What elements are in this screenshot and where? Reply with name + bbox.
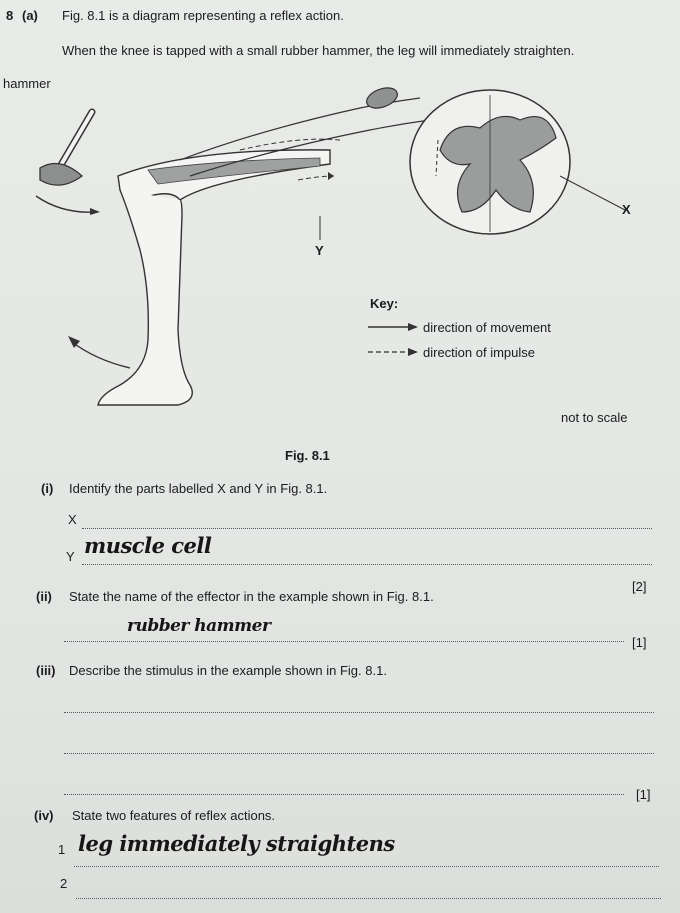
key-impulse-label: direction of impulse [423,345,535,360]
part-iv-number: (iv) [34,808,54,823]
part-iii-number: (iii) [36,663,56,678]
key-title: Key: [370,296,399,311]
question-number: 8 [6,8,14,23]
part-ii-handwriting: rubber hammer [127,616,271,636]
part-iii-line-3[interactable] [64,794,624,795]
answer-y-handwriting: muscle cell [84,533,212,558]
part-iv-item-1-handwriting: leg immediately straightens [78,831,395,856]
part-iii-text: Describe the stimulus in the example shown in Fig. 8.1. [69,663,387,678]
answer-y-line[interactable] [82,564,652,565]
figure-caption: Fig. 8.1 [285,448,330,463]
part-iv-item-1-line[interactable] [74,866,659,867]
part-ii-marks: [1] [632,635,647,650]
part-iv-item-1-number: 1 [58,842,66,857]
part-i-number: (i) [41,481,54,496]
label-y: Y [315,243,324,258]
part-iv-item-2-line[interactable] [76,898,661,899]
answer-x-line[interactable] [82,528,652,529]
answer-x-label: X [68,512,77,527]
part-i-marks: [2] [632,579,647,594]
part-iii-marks: [1] [636,787,651,802]
part-iii-line-2[interactable] [64,753,654,754]
hammer-label: hammer [3,76,51,91]
label-x: X [622,202,631,217]
question-part: (a) [22,8,38,23]
part-iii-line-1[interactable] [64,712,654,713]
question-intro: Fig. 8.1 is a diagram representing a reflex action. [62,8,344,23]
key-movement-label: direction of movement [423,320,551,335]
answer-y-label: Y [66,549,75,564]
hammer-icon [36,112,100,215]
part-i-text: Identify the parts labelled X and Y in Fig. 8.1. [69,481,328,496]
part-ii-answer-line[interactable] [64,641,624,642]
question-context: When the knee is tapped with a small rubber hammer, the leg will immediately straighten. [62,43,575,58]
scale-note: not to scale [561,410,628,425]
part-iv-text: State two features of reflex actions. [72,808,276,823]
part-ii-number: (ii) [36,589,52,604]
part-ii-text: State the name of the effector in the example shown in Fig. 8.1. [69,589,434,604]
part-iv-item-2-number: 2 [60,876,68,891]
